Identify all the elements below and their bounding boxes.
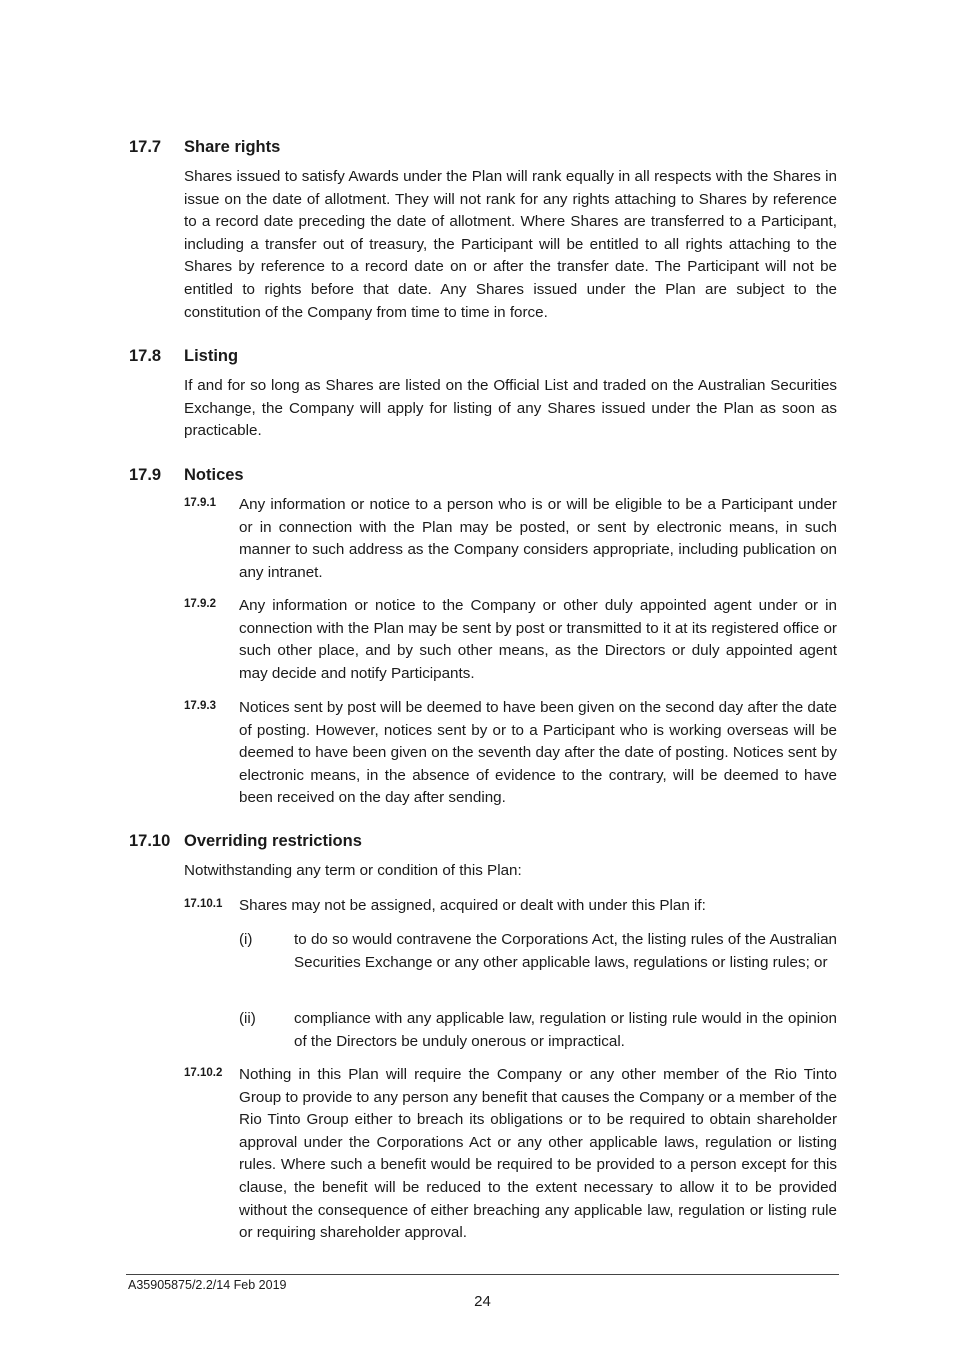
section-title: Overriding restrictions bbox=[184, 832, 362, 850]
section-listing bbox=[0, 347, 965, 440]
clause-number: 17.10.2 bbox=[184, 1067, 223, 1079]
page-number: 24 bbox=[474, 1293, 491, 1310]
section-heading bbox=[0, 466, 965, 490]
sub-clause-number: (i) bbox=[239, 931, 253, 948]
section-notices bbox=[0, 466, 965, 490]
footer-divider bbox=[126, 1274, 839, 1275]
clause-number: 17.9.3 bbox=[184, 700, 216, 712]
section-number: 17.7 bbox=[129, 138, 162, 156]
section-title: Notices bbox=[184, 466, 244, 484]
section-title: Listing bbox=[184, 347, 239, 365]
section-heading bbox=[0, 347, 965, 371]
section-share-rights bbox=[0, 138, 965, 321]
section-title: Share rights bbox=[184, 138, 281, 156]
clause-text: Nothing in this Plan will require the Company or any other member of the Rio Tinto Group to provide to any person any benefit that causes the Company or a member of the Rio Tinto Group either to breach its obligations or to be required to obtain shareholder approval under the Corporations Act or any other applicable laws, regulation or listing rules. Where such a benefit would be required to be provided to a person except for this clause, the benefit will be reduced to the extent necessary to allow it to be provided without the consequence of either breaching any applicable law, regulation or listing rule or requiring shareholder approval. bbox=[239, 1066, 837, 1242]
section-body: If and for so long as Shares are listed on the Official List and traded on the Australian Securities Exchange, the Company will apply for listing of any Shares issued under the Plan as soon as practicable. bbox=[184, 377, 837, 440]
section-heading bbox=[0, 832, 965, 856]
section-overriding-restrictions bbox=[0, 832, 965, 879]
clause-text: Notices sent by post will be deemed to have been given on the second day after the date of posting. However, notices sent by or to a Participant who is working overseas will be deemed to have been given on the seventh day after the date of posting. Notices sent by electronic means, in the absence of evidence to the contrary, will be deemed to have been received on the day after sending. bbox=[239, 699, 837, 807]
clause-number: 17.9.2 bbox=[184, 598, 216, 610]
clause-number: 17.9.1 bbox=[184, 497, 216, 509]
section-number: 17.8 bbox=[129, 347, 162, 365]
section-heading bbox=[0, 138, 965, 162]
document-reference: A35905875/2.2/14 Feb 2019 bbox=[128, 1278, 287, 1292]
sub-clause-text: compliance with any applicable law, regulation or listing rule would in the opinion of the Directors be unduly onerous or impractical. bbox=[294, 1010, 837, 1050]
clause-text: Any information or notice to a person who is or will be eligible to be a Participant under or in connection with the Plan may be posted, or sent by electronic means, in such manner to such address as the Company considers appropriate, including publication on any intranet. bbox=[239, 496, 837, 581]
sub-clause-number: (ii) bbox=[239, 1010, 256, 1027]
sub-clause-text: to do so would contravene the Corporations Act, the listing rules of the Australian Securities Exchange or any other applicable laws, regulations or listing rules; or bbox=[294, 931, 837, 971]
clause-text: Shares may not be assigned, acquired or dealt with under this Plan if: bbox=[239, 897, 706, 914]
clause-text: Any information or notice to the Company or other duly appointed agent under or in connection with the Plan may be sent by post or transmitted to it at its registered office or such other place, and by such other means, as the Directors or duly appointed agent may decide and notify Participants. bbox=[239, 597, 837, 682]
section-intro: Notwithstanding any term or condition of this Plan: bbox=[184, 862, 522, 879]
section-number: 17.10 bbox=[129, 832, 171, 850]
clause-number: 17.10.1 bbox=[184, 898, 223, 910]
section-body: Shares issued to satisfy Awards under the Plan will rank equally in all respects with the Shares in issue on the date of allotment. They will not rank for any rights attaching to Shares by reference to a record date preceding the date of allotment. Where Shares are transferred to a Participant, including a transfer out of treasury, the Participant will be entitled to all rights attaching to the Shares by reference to a record date on or after the transfer date. The Participant will not be entitled to rights before that date. Any Shares issued under the Plan are subject to the constitution of the Company from time to time in force. bbox=[184, 168, 837, 321]
section-number: 17.9 bbox=[129, 466, 162, 484]
